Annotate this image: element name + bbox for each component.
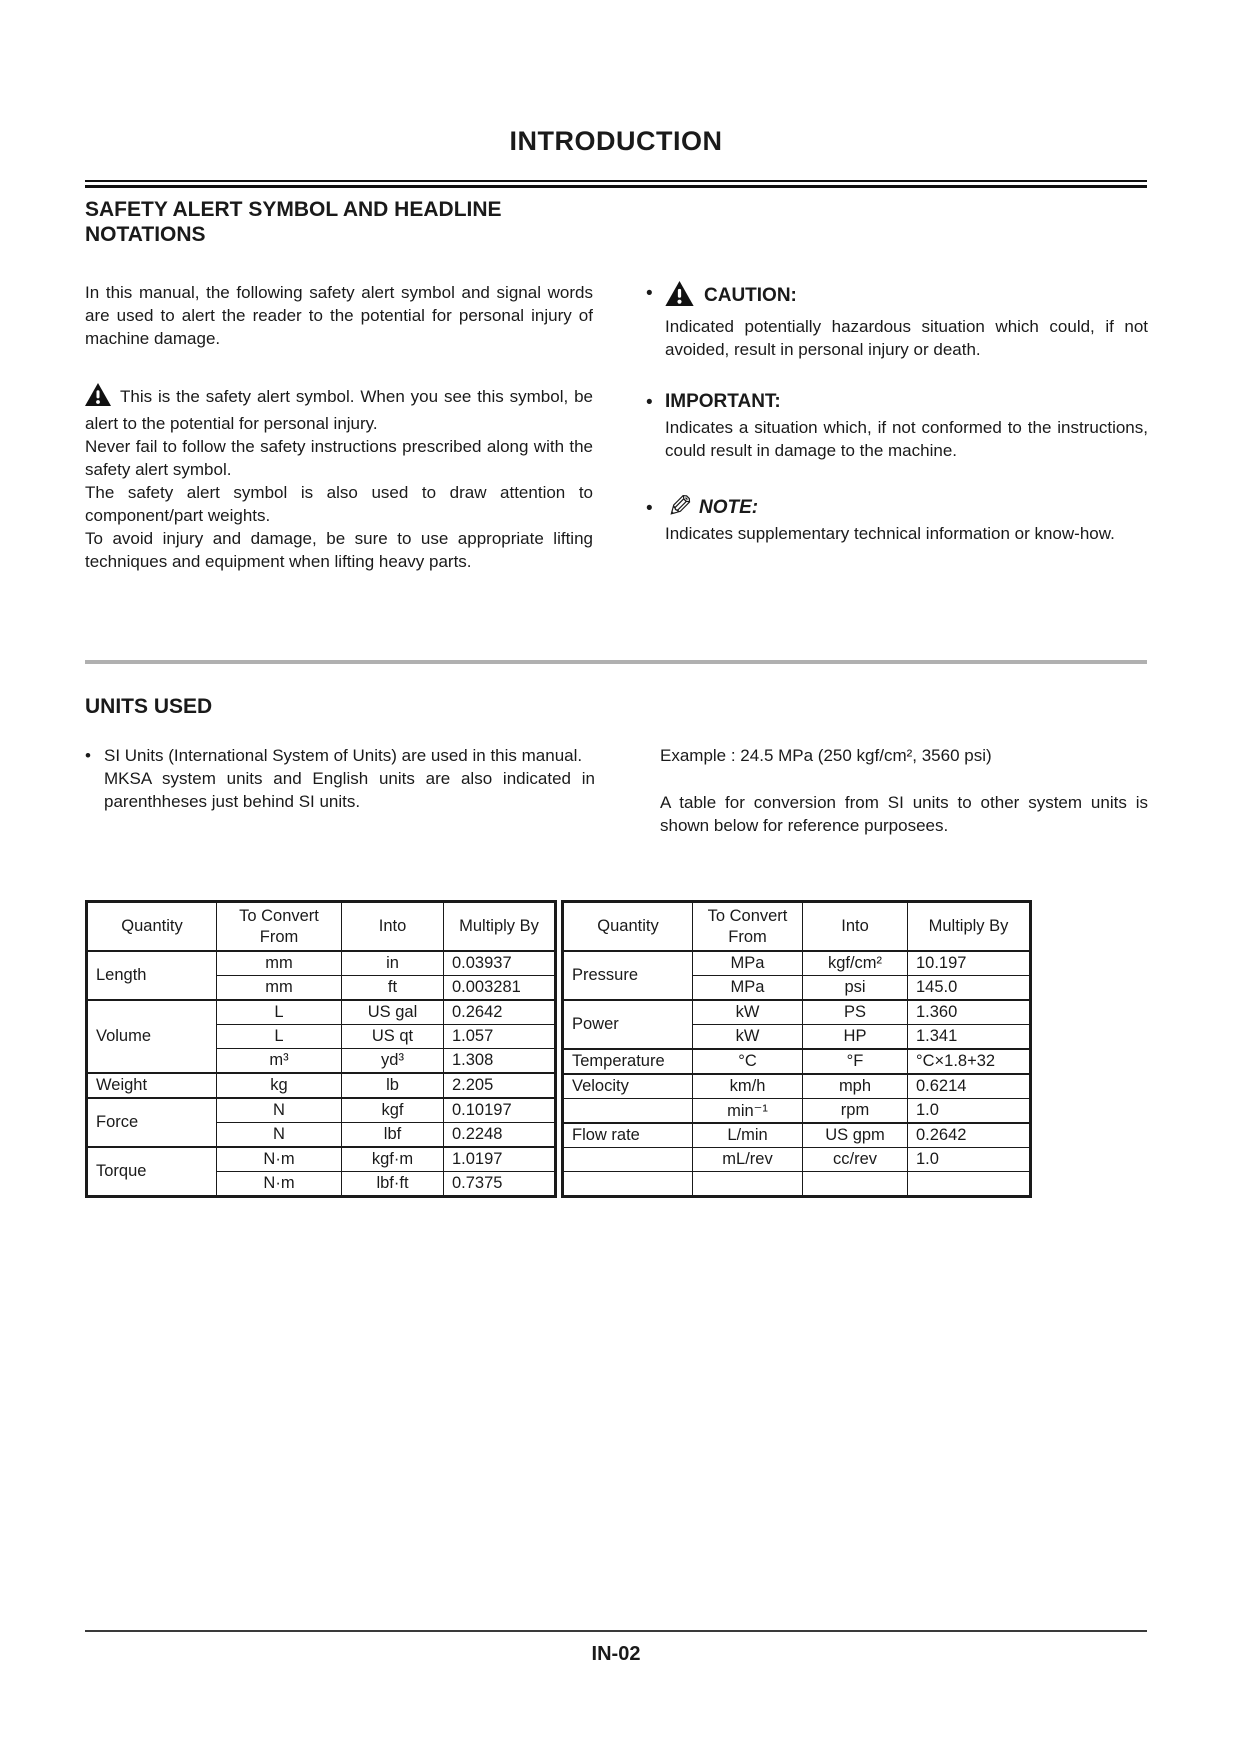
table-header-cell: Into xyxy=(342,902,444,952)
alert-paragraph-text: This is the safety alert symbol. When you see this symbol, be alert to the potential for personal injury. xyxy=(85,387,593,433)
table-cell: ft xyxy=(342,976,444,1001)
conversion-table-left xyxy=(85,900,557,1198)
safety-section-heading: SAFETY ALERT SYMBOL AND HEADLINE NOTATIONS xyxy=(85,198,502,246)
table-cell: 1.0197 xyxy=(444,1147,556,1172)
table-cell: m³ xyxy=(217,1049,342,1074)
notice-note xyxy=(646,489,1148,545)
table-cell: 0.6214 xyxy=(908,1074,1031,1099)
table-cell: mph xyxy=(803,1074,908,1099)
bullet-icon: • xyxy=(646,498,653,519)
table-cell: 0.2642 xyxy=(444,1000,556,1025)
table-cell: mm xyxy=(217,976,342,1001)
pencil-icon: ✎ xyxy=(667,489,693,524)
warning-triangle-icon xyxy=(665,290,694,311)
table-cell: min⁻¹ xyxy=(693,1099,803,1124)
table-cell: rpm xyxy=(803,1099,908,1124)
table-cell: mL/rev xyxy=(693,1148,803,1172)
table-quantity-cell: Power xyxy=(563,1000,693,1049)
table-cell: PS xyxy=(803,1000,908,1025)
table-cell: 0.2642 xyxy=(908,1123,1031,1148)
alert-paragraph: To avoid injury and damage, be sure to use appropriate lifting techniques and equipment when lifting heavy parts. xyxy=(85,529,593,571)
notice-body: Indicates supplementary technical information or know-how. xyxy=(665,524,1115,543)
table-cell: 1.0 xyxy=(908,1099,1031,1124)
units-left-column xyxy=(85,744,595,813)
table-cell xyxy=(803,1172,908,1197)
safety-left-column xyxy=(85,281,593,573)
bullet-icon: • xyxy=(646,283,653,304)
units-text: SI Units (International System of Units) are used in this manual. xyxy=(104,746,583,765)
table-cell: cc/rev xyxy=(803,1148,908,1172)
table-cell: L xyxy=(217,1025,342,1049)
table-cell: 145.0 xyxy=(908,976,1031,1001)
notice-important xyxy=(648,390,1148,462)
notice-label-line xyxy=(665,489,1148,524)
table-cell: N xyxy=(217,1098,342,1123)
table-quantity-cell: Length xyxy=(87,951,217,1000)
table-cell: kg xyxy=(217,1073,342,1098)
table-cell: lb xyxy=(342,1073,444,1098)
table-cell xyxy=(908,1172,1031,1197)
table-cell: L/min xyxy=(693,1123,803,1148)
notice-body: Indicated potentially hazardous situation which could, if not avoided, result in personal injury or death. xyxy=(665,317,1148,359)
units-text: MKSA system units and English units are also indicated in parenthheses just behind SI units. xyxy=(104,769,595,811)
table-cell: kgf xyxy=(342,1098,444,1123)
table-cell: in xyxy=(342,951,444,976)
table-cell: US qt xyxy=(342,1025,444,1049)
conversion-table-right xyxy=(561,900,1032,1198)
footer-rule xyxy=(85,1630,1147,1632)
table-cell: N·m xyxy=(217,1147,342,1172)
table-header-cell: Into xyxy=(803,902,908,952)
table-cell: yd³ xyxy=(342,1049,444,1074)
table-header-cell: Quantity xyxy=(563,902,693,952)
table-cell: 0.10197 xyxy=(444,1098,556,1123)
table-cell: psi xyxy=(803,976,908,1001)
page-title: INTRODUCTION xyxy=(509,126,723,156)
safety-intro-paragraph: In this manual, the following safety alert symbol and signal words are used to alert the reader to the potential for personal injury of machine damage. xyxy=(85,283,593,348)
table-cell: °C xyxy=(693,1049,803,1074)
alert-paragraph: Never fail to follow the safety instructions prescribed along with the safety alert symbol. xyxy=(85,437,593,479)
notice-label-line xyxy=(665,390,1148,414)
table-quantity-cell: Torque xyxy=(87,1147,217,1197)
table-cell: kgf/cm² xyxy=(803,951,908,976)
table-quantity-cell xyxy=(563,1099,693,1124)
table-quantity-cell: Volume xyxy=(87,1000,217,1073)
table-cell: 1.360 xyxy=(908,1000,1031,1025)
page-number: IN-02 xyxy=(591,1643,641,1665)
table-cell: kgf·m xyxy=(342,1147,444,1172)
table-cell: N·m xyxy=(217,1172,342,1197)
table-cell: lbf xyxy=(342,1123,444,1148)
table-quantity-cell: Force xyxy=(87,1098,217,1147)
safety-alert-triangle-icon xyxy=(85,391,111,410)
notice-caution xyxy=(648,281,1148,361)
table-quantity-cell xyxy=(563,1172,693,1197)
units-right-column xyxy=(660,744,1148,837)
table-header-cell: Quantity xyxy=(87,902,217,952)
table-header-cell: To Convert From xyxy=(693,902,803,952)
table-cell: kW xyxy=(693,1000,803,1025)
table-cell: US gpm xyxy=(803,1123,908,1148)
table-header-cell: To Convert From xyxy=(217,902,342,952)
table-cell: L xyxy=(217,1000,342,1025)
safety-right-column xyxy=(648,281,1148,545)
table-cell xyxy=(693,1172,803,1197)
bullet-icon: • xyxy=(85,746,91,765)
table-header-cell: Multiply By xyxy=(444,902,556,952)
alert-paragraph xyxy=(85,383,593,435)
table-cell: 0.2248 xyxy=(444,1123,556,1148)
table-cell: MPa xyxy=(693,951,803,976)
table-cell: US gal xyxy=(342,1000,444,1025)
bullet-icon: • xyxy=(646,392,653,413)
notice-label: CAUTION: xyxy=(704,285,797,306)
table-cell: kW xyxy=(693,1025,803,1050)
table-cell: MPa xyxy=(693,976,803,1001)
notice-label-line xyxy=(665,281,1148,313)
units-bullet-item xyxy=(85,744,595,813)
table-cell: 0.003281 xyxy=(444,976,556,1001)
table-cell: 2.205 xyxy=(444,1073,556,1098)
table-cell: °C×1.8+32 xyxy=(908,1049,1031,1074)
table-cell: 1.0 xyxy=(908,1148,1031,1172)
conversion-tables xyxy=(85,900,1032,1198)
notice-label: NOTE: xyxy=(698,497,759,518)
table-quantity-cell: Temperature xyxy=(563,1049,693,1074)
table-cell: mm xyxy=(217,951,342,976)
units-section-heading: UNITS USED xyxy=(85,695,213,718)
table-cell: lbf·ft xyxy=(342,1172,444,1197)
units-table-note: A table for conversion from SI units to other system units is shown below for reference purposees. xyxy=(660,793,1148,835)
table-header-cell: Multiply By xyxy=(908,902,1031,952)
table-cell: °F xyxy=(803,1049,908,1074)
table-cell: km/h xyxy=(693,1074,803,1099)
notice-body: Indicates a situation which, if not conformed to the instructions, could result in damage to the machine. xyxy=(665,418,1148,460)
table-cell: 0.03937 xyxy=(444,951,556,976)
table-cell: 0.7375 xyxy=(444,1172,556,1197)
table-quantity-cell xyxy=(563,1148,693,1172)
table-cell: 1.057 xyxy=(444,1025,556,1049)
alert-paragraph: The safety alert symbol is also used to draw attention to component/part weights. xyxy=(85,483,593,525)
table-cell: 10.197 xyxy=(908,951,1031,976)
title-double-rule xyxy=(85,180,1147,188)
table-quantity-cell: Pressure xyxy=(563,951,693,1000)
table-cell: 1.341 xyxy=(908,1025,1031,1050)
notice-label: IMPORTANT: xyxy=(665,391,781,412)
section-divider xyxy=(85,660,1147,664)
table-cell: 1.308 xyxy=(444,1049,556,1074)
units-example: Example : 24.5 MPa (250 kgf/cm², 3560 psi) xyxy=(660,746,992,765)
table-cell: N xyxy=(217,1123,342,1148)
table-quantity-cell: Flow rate xyxy=(563,1123,693,1148)
table-cell: HP xyxy=(803,1025,908,1050)
table-quantity-cell: Velocity xyxy=(563,1074,693,1099)
table-quantity-cell: Weight xyxy=(87,1073,217,1098)
